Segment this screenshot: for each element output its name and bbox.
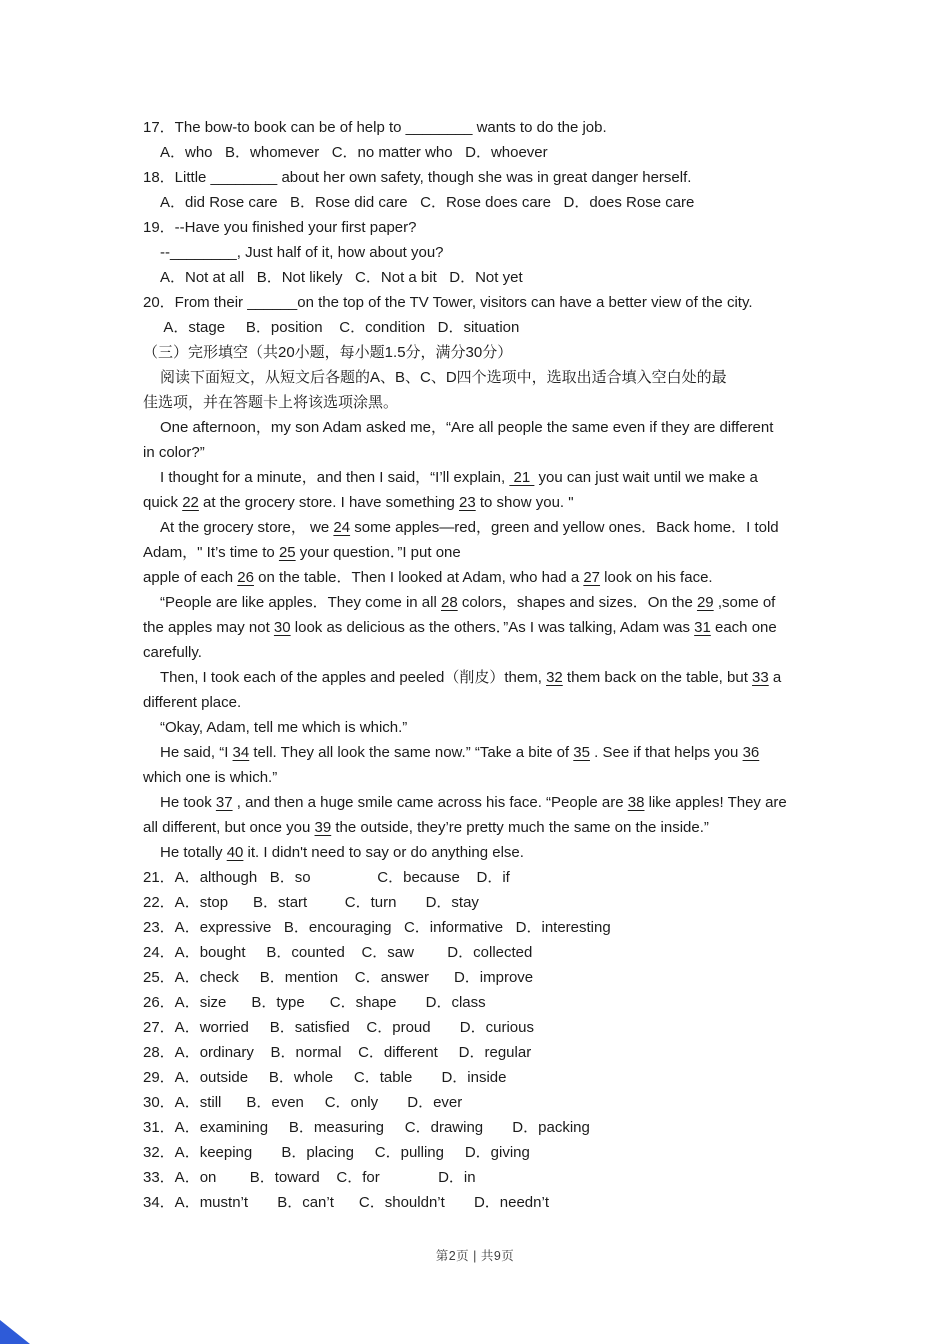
- text-line: He took 37 , and then a huge smile came across his face. “People are 38 like apples! They are: [160, 794, 787, 811]
- cloze-blank: 21: [509, 469, 535, 486]
- text-line: A．did Rose care B．Rose did care C．Rose does care D．does Rose care: [160, 194, 695, 211]
- cloze-blank: 29: [696, 594, 714, 611]
- cloze-blank: 34: [232, 744, 250, 761]
- page-footer: 第2页 | 共9页: [435, 1249, 515, 1263]
- cloze-blank: 30: [273, 619, 291, 636]
- text-line: 23．A．expressive B．encouraging C．informative D．interesting: [143, 919, 611, 936]
- text-line: apple of each 26 on the table．Then I looked at Adam, who had a 27 look on his face.: [143, 569, 713, 586]
- cloze-blank: 22: [182, 494, 199, 511]
- text-line: different place.: [143, 694, 242, 711]
- text-line: One afternoon，my son Adam asked me，“Are all people the same even if they are different: [160, 419, 774, 436]
- cloze-blank: 25: [278, 544, 296, 561]
- cloze-blank: 38: [627, 794, 645, 811]
- text-line: 24．A．bought B．counted C．saw D．collected: [143, 944, 533, 961]
- text-line: 22．A．stop B．start C．turn D．stay: [143, 894, 479, 911]
- cloze-blank: 23: [459, 494, 476, 511]
- text-line: carefully.: [143, 644, 202, 661]
- text-line: 31．A．examining B．measuring C．drawing D．packing: [143, 1119, 590, 1136]
- cloze-blank: 31: [694, 619, 711, 636]
- text-line: He totally 40 it. I didn't need to say or do anything else.: [160, 844, 524, 861]
- cloze-blank: 27: [583, 569, 601, 586]
- text-line: 28．A．ordinary B．normal C．different D．regular: [143, 1044, 532, 1061]
- cloze-blank: 39: [314, 819, 332, 836]
- text-line: 29．A．outside B．whole C．table D．inside: [143, 1069, 507, 1086]
- text-line: in color?”: [143, 444, 205, 461]
- cloze-blank: 26: [237, 569, 254, 586]
- text-line: He said, “I 34 tell. They all look the same now.” “Take a bite of 35 . See if that helps you 36: [160, 744, 760, 761]
- cloze-blank: 40: [226, 844, 244, 861]
- corner-artifact: [0, 1320, 30, 1344]
- text-line: 20．From their ______on the top of the TV Tower, visitors can have a better view of the city.: [143, 294, 753, 311]
- text-line: 27．A．worried B．satisfied C．proud D．curious: [143, 1019, 534, 1036]
- text-line: 25．A．check B．mention C．answer D．improve: [143, 969, 534, 986]
- text-line: “Okay, Adam, tell me which is which.”: [160, 719, 408, 736]
- text-line: （三）完形填空（共20小题，每小题1.5分，满分30分）: [143, 344, 513, 361]
- text-line: 30．A．still B．even C．only D．ever: [143, 1094, 463, 1111]
- text-line: 26．A．size B．type C．shape D．class: [143, 994, 486, 1011]
- text-line: A．who B．whomever C．no matter who D．whoever: [160, 144, 548, 161]
- text-line: 34．A．mustn’t B．can’t C．shouldn’t D．needn’t: [143, 1194, 549, 1211]
- text-line: --________, Just half of it, how about you?: [160, 244, 444, 261]
- text-line: A．stage B．position C．condition D．situation: [160, 319, 520, 336]
- cloze-blank: 32: [546, 669, 563, 686]
- text-line: Then, I took each of the apples and peeled（削皮）them, 32 them back on the table, but 33 a: [160, 669, 782, 686]
- text-line: 阅读下面短文，从短文后各题的A、B、C、D四个选项中，选取出适合填入空白处的最: [160, 369, 727, 386]
- cloze-blank: 33: [752, 669, 769, 686]
- text-line: the apples may not 30 look as delicious as the others．”As I was talking, Adam was 31 each one: [143, 619, 777, 636]
- cloze-blank: 36: [742, 744, 760, 761]
- text-line: A．Not at all B．Not likely C．Not a bit D．Not yet: [160, 269, 523, 286]
- text-line: 21．A．although B．so C．because D．if: [143, 869, 510, 886]
- text-line: 33．A．on B．toward C．for D．in: [143, 1169, 476, 1186]
- text-line: 18．Little ________ about her own safety, though she was in great danger herself.: [143, 169, 692, 186]
- text-line: “People are like apples．They come in all 28 colors，shapes and sizes．On the 29 ,some of: [160, 594, 776, 611]
- cloze-blank: 35: [573, 744, 590, 761]
- cloze-blank: 24: [333, 519, 351, 536]
- text-line: 32．A．keeping B．placing C．pulling D．giving: [143, 1144, 530, 1161]
- text-line: I thought for a minute，and then I said，“I’ll explain, 21 you can just wait until we make a: [160, 469, 758, 486]
- document-content: [143, 115, 787, 1215]
- text-line: quick 22 at the grocery store. I have something 23 to show you. ": [143, 494, 574, 511]
- text-line: 19．--Have you finished your first paper?: [143, 219, 417, 236]
- text-line: 佳选项，并在答题卡上将该选项涂黑。: [143, 394, 399, 411]
- cloze-blank: 28: [440, 594, 458, 611]
- cloze-blank: 37: [215, 794, 233, 811]
- text-line: 17．The bow-to book can be of help to ________ wants to do the job.: [143, 119, 607, 136]
- text-line: all different, but once you 39 the outside, they’re pretty much the same on the inside.”: [143, 819, 709, 836]
- text-line: At the grocery store， we 24 some apples—red，green and yellow ones．Back home．I told: [160, 519, 779, 536]
- text-line: Adam，" It’s time to 25 your question．”I put one: [143, 544, 461, 561]
- text-line: which one is which.”: [143, 769, 278, 786]
